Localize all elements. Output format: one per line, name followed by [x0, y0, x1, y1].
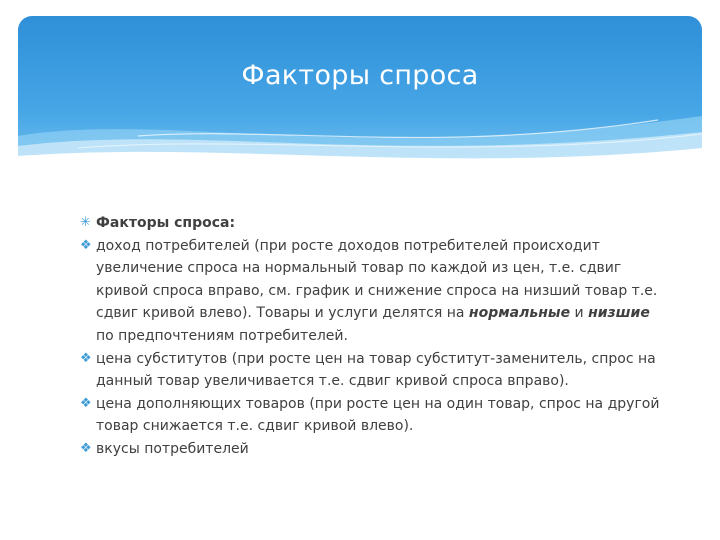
title-banner [18, 16, 702, 176]
list-heading-item [80, 212, 660, 235]
item-text: цена субститутов (при росте цен на товар субститут-заменитель, спрос на данный товар увеличивается т.е. сдвиг кривой спроса вправо). [96, 350, 656, 390]
item-emphasis-normal: нормальные [468, 305, 571, 322]
item-text: и [570, 305, 589, 322]
slide-title: Факторы спроса [241, 60, 479, 91]
asterisk-bullet-icon: ✳ [80, 215, 91, 230]
list-item [80, 438, 660, 461]
wave-banner-graphic [18, 16, 702, 176]
diamond-bullet-icon: ❖ [80, 237, 92, 253]
item-text: по предпочтениям потребителей. [96, 327, 348, 344]
bullet-list [80, 212, 660, 461]
diamond-bullet-icon: ❖ [80, 440, 92, 456]
diamond-bullet-icon: ❖ [80, 395, 92, 411]
list-item [80, 235, 660, 348]
diamond-bullet-icon: ❖ [80, 350, 92, 366]
list-item [80, 393, 660, 438]
item-text: доход потребителей (при росте доходов потребителей происходит увеличение спроса на нормальный товар по каждой из цен, т.е. сдвиг кривой спроса вправо, см. график и снижение спроса на низший товар т.е. сдвиг кривой влево). Товары и услуги делятся на [96, 237, 658, 322]
item-text: цена дополняющих товаров (при росте цен на один товар, спрос на другой товар снижается т.е. сдвиг кривой влево). [96, 395, 660, 435]
list-heading: Факторы спроса: [96, 215, 236, 231]
list-item [80, 348, 660, 393]
item-emphasis-inferior: низшие [588, 305, 650, 322]
item-text: вкусы потребителей [96, 440, 249, 457]
